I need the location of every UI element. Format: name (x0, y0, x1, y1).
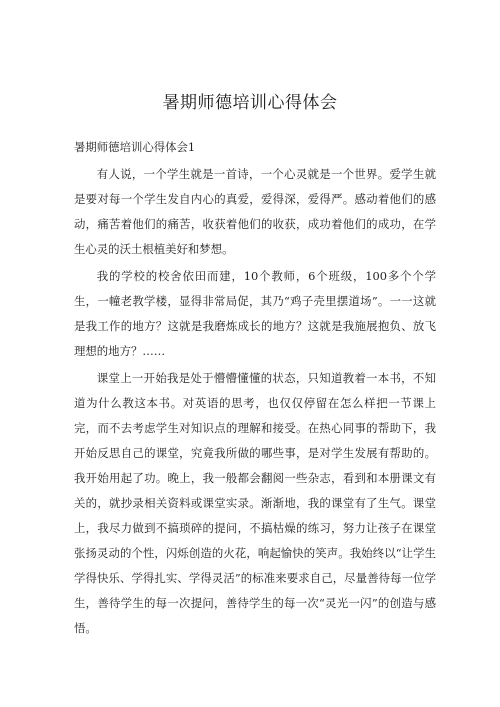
paragraph-2: 我的学校的校舍依田而建，10个教师，6个班级，100多个个学生，一幢老教学楼，显得非常局促，其乃“鸡子壳里摆道场”。一一这就是我工作的地方？这就是我磨炼成长的地方？这就是我施展抱负、放飞理想的地方？…… (74, 269, 436, 358)
paragraph-3: 课堂上一开始我是处于懵懵懂懂的状态，只知道教着一本书，不知道为什么教这本书。对英语的思考，也仅仅停留在怎么样把一节课上完，而不去考虑学生对知识点的理解和接受。在热心同事的帮助下，我开始反思自己的课堂，究竟我所做的哪些事，是对学生发展有帮助的。我开始用起了功。晚上，我一般都会翻阅一些杂志，看到和本册课文有关的，就抄录相关资料或课堂实录。渐渐地，我的课堂有了生气。课堂上，我尽力做到不搞琐碎的提问，不搞枯燥的练习，努力让孩子在课堂张扬灵动的个性，闪烁创造的火花，响起愉快的笑声。我始终以“让学生学得快乐、学得扎实、学得灵活”的标准来要求自己，尽量善待每一位学生，善待学生的每一次提问，善待学生的每一次“灵光一闪”的创造与感悟。 (74, 371, 436, 635)
section-heading: 暑期师德培训心得体会1 (74, 140, 196, 154)
document-body (74, 135, 436, 643)
document-title: 暑期师德培训心得体会 (162, 93, 338, 113)
paragraph-1: 有人说，一个学生就是一首诗，一个心灵就是一个世界。爱学生就是要对每一个学生发自内心的真爱，爱得深，爱得严。感动着他们的感动，痛苦着他们的痛苦，收获着他们的收获，成功着他们的成功，在学生心灵的沃土根植美好和梦想。 (74, 167, 436, 256)
